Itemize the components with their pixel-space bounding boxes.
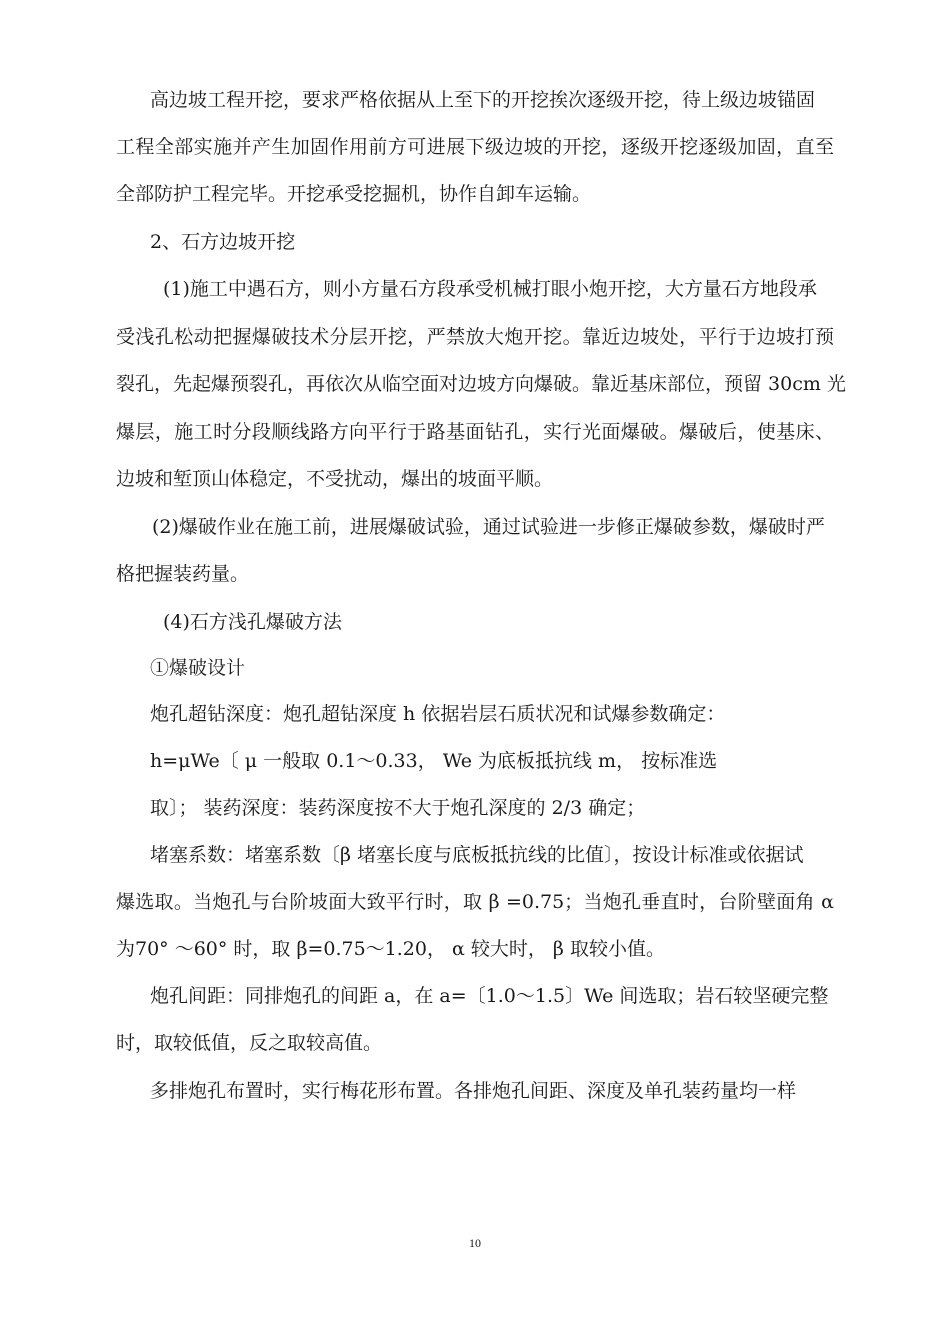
subsection-heading: ①爆破设计 xyxy=(150,657,246,679)
paragraph-line: 炮孔超钻深度：炮孔超钻深度 h 依据岩层石质状况和试爆参数确定： xyxy=(150,703,726,725)
paragraph-line: 裂孔，先起爆预裂孔，再依次从临空面对边坡方向爆破。靠近基床部位，预留 30cm 光 xyxy=(116,373,846,395)
paragraph-line: 格把握装药量。 xyxy=(116,563,250,585)
paragraph-line: (2)爆破作业在施工前，进展爆破试验，通过试验进一步修正爆破参数，爆破时严 xyxy=(152,516,825,538)
paragraph-line: 为70° ～60° 时，取 β=0.75～1.20， α 较大时， β 取较小值。 xyxy=(116,938,665,960)
paragraph-line: 边坡和堑顶山体稳定，不受扰动，爆出的坡面平顺。 xyxy=(116,468,554,490)
paragraph-line: 取〕； 装药深度：装药深度按不大于炮孔深度的 2/3 确定； xyxy=(150,797,646,819)
paragraph-line: 高边坡工程开挖，要求严格依据从上至下的开挖挨次逐级开挖，待上级边坡锚固 xyxy=(150,89,816,111)
paragraph-line: (1)施工中遇石方，则小方量石方段承受机械打眼小炮开挖，大方量石方地段承 xyxy=(163,278,817,300)
paragraph-line: 受浅孔松动把握爆破技术分层开挖，严禁放大炮开挖。靠近边坡处，平行于边坡打预 xyxy=(116,326,834,348)
paragraph-line: 全部防护工程完毕。开挖承受挖掘机，协作自卸车运输。 xyxy=(116,183,592,205)
paragraph-line: 堵塞系数：堵塞系数〔β 堵塞长度与底板抵抗线的比值〕，按设计标准或依据试 xyxy=(150,844,804,866)
paragraph-line: 炮孔间距：同排炮孔的间距 a，在 a=〔1.0～1.5〕We 间选取；岩石较坚硬完整 xyxy=(150,985,829,1007)
page-number: 10 xyxy=(469,1236,481,1250)
section-heading: 2、石方边坡开挖 xyxy=(150,231,296,253)
subsection-heading: (4)石方浅孔爆破方法 xyxy=(163,611,342,633)
paragraph-line: 时，取较低值，反之取较高值。 xyxy=(116,1032,383,1054)
paragraph-line: 多排炮孔布置时，实行梅花形布置。各排炮孔间距、深度及单孔装药量均一样 xyxy=(150,1080,797,1102)
paragraph-line: 爆选取。当炮孔与台阶坡面大致平行时，取 β =0.75；当炮孔垂直时，台阶壁面角 α xyxy=(116,891,834,913)
paragraph-line: 爆层，施工时分段顺线路方向平行于路基面钻孔，实行光面爆破。爆破后，使基床、 xyxy=(116,421,834,443)
paragraph-line: 工程全部实施并产生加固作用前方可进展下级边坡的开挖，逐级开挖逐级加固，直至 xyxy=(116,136,834,158)
formula-line: h=μWe〔 μ 一般取 0.1～0.33， We 为底板抵抗线 m， 按标准选 xyxy=(150,750,718,772)
